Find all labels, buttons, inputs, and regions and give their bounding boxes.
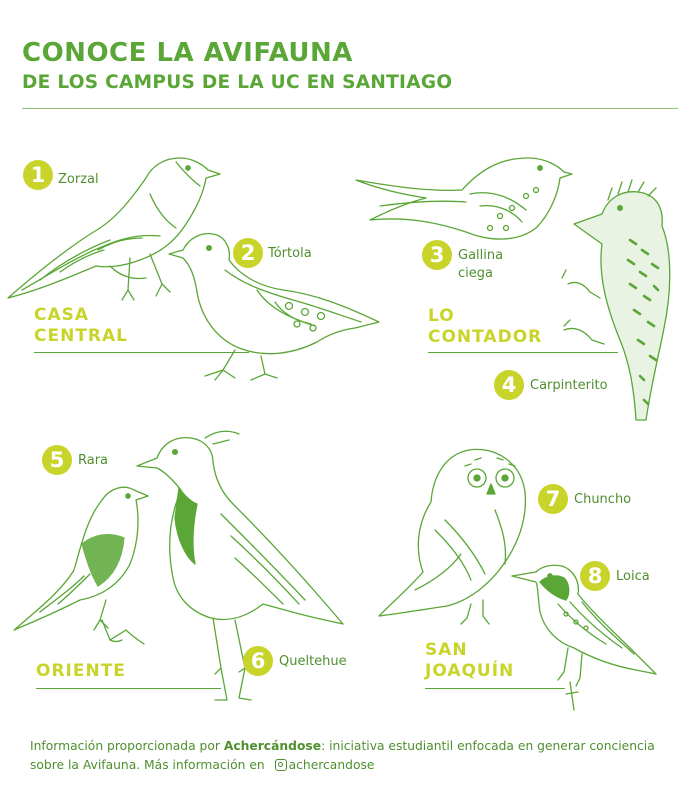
bird-name-zorzal: Zorzal [58, 172, 99, 187]
instagram-icon [275, 759, 287, 771]
bird-number-1: 1 [23, 160, 53, 190]
instagram-handle[interactable]: achercandose [288, 758, 375, 772]
page-title: CONOCE LA AVIFAUNA [22, 38, 353, 68]
casa-central-divider [34, 352, 249, 353]
bird-name-tortola: Tórtola [268, 246, 312, 261]
campus-oriente: ORIENTE [36, 661, 126, 681]
campus-lo-contador: LO CONTADOR [428, 306, 543, 347]
bird-number-4: 4 [494, 370, 524, 400]
bird-number-5: 5 [42, 445, 72, 475]
header-divider [22, 108, 678, 109]
bird-name-carpinterito: Carpinterito [530, 378, 608, 393]
oriente-divider [36, 688, 221, 689]
bird-number-2: 2 [233, 238, 263, 268]
campus-san-joaquin: SAN JOAQUÍN [425, 640, 515, 681]
bird-name-chuncho: Chuncho [574, 492, 632, 507]
san-joaquin-divider [425, 688, 565, 689]
bird-number-3: 3 [422, 240, 452, 270]
bird-number-6: 6 [243, 646, 273, 676]
bird-name-queltehue: Queltehue [279, 654, 347, 669]
lo-contador-divider [428, 352, 618, 353]
bird-number-8: 8 [580, 561, 610, 591]
gallina-ciega-illustration [350, 150, 575, 245]
page-subtitle: DE LOS CAMPUS DE LA UC EN SANTIAGO [22, 72, 453, 93]
bird-name-gallina-ciega: Gallina ciega [458, 248, 504, 281]
footer-text-2: : iniciativa estudiantil enfocada en generar conciencia sobre la Avifauna. Más información en [30, 739, 655, 772]
campus-casa-central: CASA CENTRAL [34, 305, 128, 346]
footer-info [30, 737, 690, 775]
footer-org-name: Achercándose [223, 739, 322, 753]
bird-name-loica: Loica [616, 569, 650, 584]
footer-text-1: Información proporcionada por [30, 739, 224, 753]
bird-name-rara: Rara [78, 453, 109, 468]
rara-illustration [10, 480, 155, 645]
bird-number-7: 7 [538, 484, 568, 514]
